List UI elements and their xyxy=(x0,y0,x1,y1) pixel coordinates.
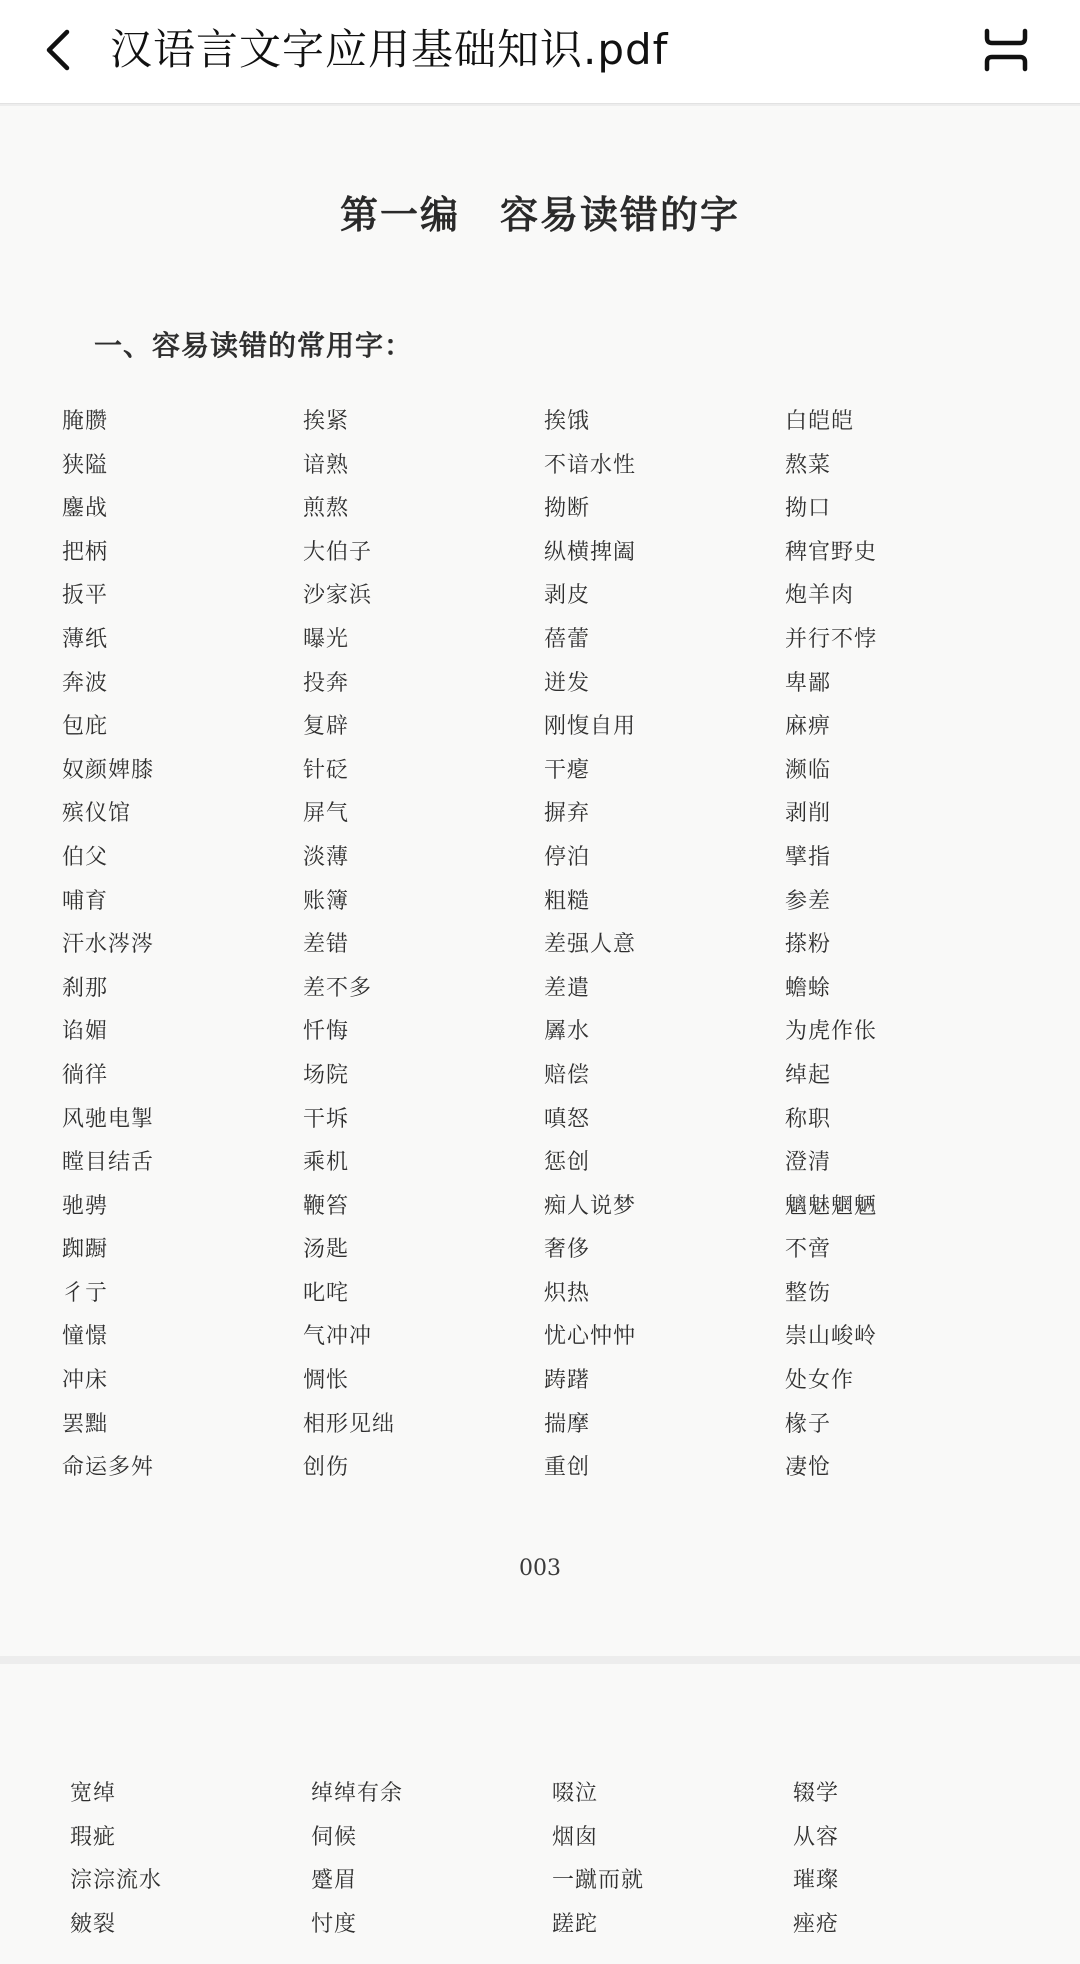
word-entry: 刹那 xyxy=(62,975,109,1001)
word-entry: 绰绰有余 xyxy=(311,1781,404,1806)
word-entry: 痴人说梦 xyxy=(544,1193,637,1219)
pdf-page-1 xyxy=(0,106,1080,1656)
word-entry: 参差 xyxy=(785,888,832,914)
word-entry: 蟾蜍 xyxy=(785,975,832,1001)
word-entry: 伯父 xyxy=(62,844,109,870)
word-entry: 不谙水性 xyxy=(544,452,637,478)
word-entry: 命运多舛 xyxy=(62,1455,155,1481)
word-entry: 腌臜 xyxy=(62,409,109,434)
section-title: 一、容易读错的常用字： xyxy=(94,329,414,362)
word-entry: 场院 xyxy=(303,1062,350,1088)
word-entry: 煎熬 xyxy=(303,496,350,522)
word-entry: 曝光 xyxy=(303,626,350,652)
word-entry: 账簿 xyxy=(303,888,350,914)
word-entry: 叱咤 xyxy=(303,1280,350,1306)
word-entry: 停泊 xyxy=(544,844,591,870)
word-entry: 汤匙 xyxy=(303,1237,350,1263)
word-entry: 徜徉 xyxy=(62,1062,109,1088)
word-entry: 伺候 xyxy=(311,1824,358,1850)
word-entry: 屏气 xyxy=(303,801,350,827)
word-entry: 卑鄙 xyxy=(785,670,832,696)
word-entry: 辍学 xyxy=(793,1781,840,1806)
fullscreen-icon xyxy=(981,27,1031,73)
word-entry: 凄怆 xyxy=(785,1455,832,1481)
chapter-title: 第一编 容易读错的字 xyxy=(339,192,740,237)
word-entry: 相形见绌 xyxy=(303,1411,396,1437)
word-entry: 瑕疵 xyxy=(70,1824,117,1850)
word-entry: 稗官野史 xyxy=(785,539,878,565)
word-entry: 嗔怒 xyxy=(544,1106,591,1132)
word-entry: 干坼 xyxy=(303,1106,350,1132)
word-entry: 淡薄 xyxy=(303,844,350,870)
word-entry: 拗口 xyxy=(785,496,832,522)
word-entry: 摒弃 xyxy=(544,801,591,827)
word-entry: 炮羊肉 xyxy=(785,583,855,609)
word-entry: 为虎作伥 xyxy=(785,1019,878,1045)
word-entry: 干瘪 xyxy=(544,757,591,783)
word-entry: 惩创 xyxy=(544,1150,591,1176)
word-entry: 蹉跎 xyxy=(552,1911,599,1937)
pdf-page-2 xyxy=(0,1664,1080,1964)
word-entry: 差不多 xyxy=(303,975,373,1001)
word-entry: 沙家浜 xyxy=(303,583,373,609)
word-entry: 创伤 xyxy=(303,1455,350,1481)
word-entry: 崇山峻岭 xyxy=(785,1324,878,1350)
word-entry: 绰起 xyxy=(785,1062,832,1088)
word-entry: 拗断 xyxy=(544,496,591,522)
word-entry: 薄纸 xyxy=(62,626,109,652)
word-entry: 羼水 xyxy=(544,1019,591,1045)
word-entry: 蹙眉 xyxy=(311,1868,358,1894)
word-entry: 皴裂 xyxy=(70,1911,117,1937)
word-entry: 澄清 xyxy=(785,1150,832,1176)
word-entry: 赔偿 xyxy=(544,1062,591,1088)
word-entry: 踌躇 xyxy=(544,1368,591,1394)
top-bar xyxy=(0,0,1080,104)
word-entry: 不啻 xyxy=(785,1237,832,1263)
word-entry: 奴颜婢膝 xyxy=(62,757,155,783)
word-entry: 罢黜 xyxy=(62,1411,109,1437)
word-entry: 称职 xyxy=(785,1106,832,1132)
word-entry: 奢侈 xyxy=(544,1237,591,1263)
word-entry: 针砭 xyxy=(303,757,350,783)
page-number: 003 xyxy=(519,1556,561,1581)
word-entry: 驰骋 xyxy=(62,1193,109,1219)
word-entry: 一蹴而就 xyxy=(552,1868,645,1894)
chevron-left-icon xyxy=(43,28,73,72)
word-entry: 风驰电掣 xyxy=(62,1106,155,1132)
word-entry: 魑魅魍魉 xyxy=(785,1193,878,1219)
word-entry: 包庇 xyxy=(62,714,109,740)
word-entry: 乘机 xyxy=(303,1150,350,1176)
word-entry: 复辟 xyxy=(303,714,350,740)
word-entry: 挨紧 xyxy=(303,409,350,434)
word-entry: 剥皮 xyxy=(544,583,591,609)
word-list xyxy=(70,1772,1030,1946)
word-entry: 憧憬 xyxy=(62,1324,109,1350)
word-entry: 把柄 xyxy=(62,539,109,565)
word-list xyxy=(62,400,1022,1490)
document-title: 汉语言文字应用基础知识.pdf xyxy=(110,25,669,74)
word-entry: 忖度 xyxy=(311,1911,358,1937)
word-entry: 纵横捭阖 xyxy=(544,539,637,565)
word-entry: 炽热 xyxy=(544,1280,591,1306)
word-entry: 啜泣 xyxy=(552,1781,599,1806)
word-entry: 狭隘 xyxy=(62,452,109,478)
word-entry: 殡仪馆 xyxy=(62,801,132,827)
word-entry: 投奔 xyxy=(303,670,350,696)
word-entry: 并行不悖 xyxy=(785,626,878,652)
word-entry: 忧心忡忡 xyxy=(544,1324,637,1350)
word-entry: 奔波 xyxy=(62,670,109,696)
word-entry: 痤疮 xyxy=(793,1911,840,1937)
word-entry: 彳亍 xyxy=(62,1280,109,1306)
word-entry: 擘指 xyxy=(785,844,832,870)
word-entry: 汗水涔涔 xyxy=(62,932,155,958)
word-entry: 椽子 xyxy=(785,1411,832,1437)
word-entry: 谄媚 xyxy=(62,1019,109,1045)
word-entry: 濒临 xyxy=(785,757,832,783)
word-entry: 白皑皑 xyxy=(785,409,855,434)
word-entry: 差强人意 xyxy=(544,932,637,958)
word-entry: 揣摩 xyxy=(544,1411,591,1437)
word-entry: 扳平 xyxy=(62,583,109,609)
word-entry: 哺育 xyxy=(62,888,109,914)
word-entry: 宽绰 xyxy=(70,1781,117,1806)
word-entry: 差遣 xyxy=(544,975,591,1001)
word-entry: 谙熟 xyxy=(303,452,350,478)
word-entry: 挨饿 xyxy=(544,409,591,434)
word-entry: 差错 xyxy=(303,932,350,958)
word-entry: 忏悔 xyxy=(303,1019,350,1045)
word-entry: 鏖战 xyxy=(62,496,109,522)
word-entry: 迸发 xyxy=(544,670,591,696)
fullscreen-button[interactable] xyxy=(978,24,1034,76)
word-entry: 踟蹰 xyxy=(62,1237,109,1263)
word-entry: 气冲冲 xyxy=(303,1324,373,1350)
word-entry: 瞠目结舌 xyxy=(62,1150,155,1176)
word-entry: 鞭笞 xyxy=(303,1193,350,1219)
word-entry: 熬菜 xyxy=(785,452,832,478)
word-entry: 冲床 xyxy=(62,1368,109,1394)
back-button[interactable] xyxy=(34,22,82,78)
word-entry: 粗糙 xyxy=(544,888,591,914)
word-entry: 处女作 xyxy=(785,1368,855,1394)
word-entry: 重创 xyxy=(544,1455,591,1481)
word-entry: 淙淙流水 xyxy=(70,1868,163,1894)
word-entry: 剥削 xyxy=(785,801,832,827)
word-entry: 刚愎自用 xyxy=(544,714,637,740)
word-entry: 大伯子 xyxy=(303,539,373,565)
word-entry: 麻痹 xyxy=(785,714,832,740)
word-entry: 从容 xyxy=(793,1824,840,1850)
word-entry: 整饬 xyxy=(785,1280,832,1306)
word-entry: 烟囱 xyxy=(552,1824,599,1850)
word-entry: 搽粉 xyxy=(785,932,832,958)
word-entry: 惆怅 xyxy=(303,1368,350,1394)
word-entry: 蓓蕾 xyxy=(544,626,591,652)
word-entry: 璀璨 xyxy=(793,1868,840,1894)
